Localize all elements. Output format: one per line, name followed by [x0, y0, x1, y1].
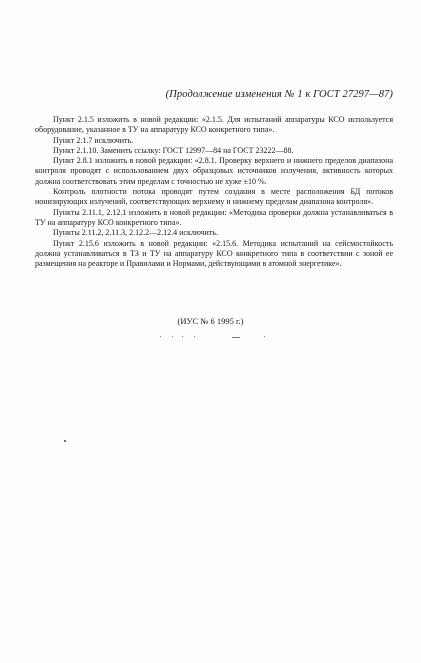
artifact-dot	[172, 336, 173, 337]
artifact-dot	[194, 336, 195, 337]
artifact-dot	[160, 336, 161, 337]
paragraph-2-15-6: Пункт 2.15.6 изложить в новой редакции: «2.15.6. Методика испытаний на сейсмостойкость должна устанавливаться в ТЗ и ТУ на аппаратуру КСО конкретного типа в соответствии с зоной ее размещения на реакторе и Правилами и Нормами, действующими в атомной энергетике».	[35, 238, 393, 269]
continuation-header: (Продолжение изменения № 1 к ГОСТ 27297—87)	[165, 89, 393, 100]
paragraph-2-1-5: Пункт 2.1.5 изложить в новой редакции: «2.1.5. Для испытаний аппаратуры КСО используется оборудование, указанное в ТУ на аппаратуру КСО конкретного типа».	[35, 115, 393, 135]
paragraph-2-11-1: Пункты 2.11.1, 2.12.1 изложить в новой редакции: «Методика проверки должна устанавливаться в ТУ на аппаратуру КСО конкретного типа».	[35, 207, 393, 227]
scan-artifact-dots	[160, 336, 270, 340]
artifact-dot	[182, 336, 183, 337]
paragraph-2-1-7: Пункт 2.1.7 исключить.	[53, 135, 134, 145]
scan-speck	[64, 440, 66, 442]
artifact-dash	[232, 337, 240, 338]
artifact-dot	[264, 336, 265, 337]
document-body	[35, 115, 393, 269]
paragraph-2-8-1: Пункт 2.8.1 изложить в новой редакции: «2.8.1. Проверку верхнего и нижнего пределов диапазона контроля проводят с использованием двух образцовых источников излучения, активность которых должна соответствовать этим пределам с точностью не хуже ±10 %.	[35, 156, 393, 186]
ius-reference: (ИУС № 6 1995 г.)	[177, 316, 244, 326]
paragraph-flux-control: Контроль плотности потока проводят путем создания в месте расположения БД потоков ионизирующих излучений, соответствующих верхнему и нижнему пределам диапазона контроля».	[35, 187, 393, 207]
paragraph-2-11-2: Пункты 2.11.2, 2.11.3, 2.12.2—2.12.4 исключить.	[53, 228, 218, 238]
paragraph-2-1-10: Пункт 2.1.10. Заменить ссылку: ГОСТ 12997—84 на ГОСТ 23222—88.	[53, 145, 294, 155]
